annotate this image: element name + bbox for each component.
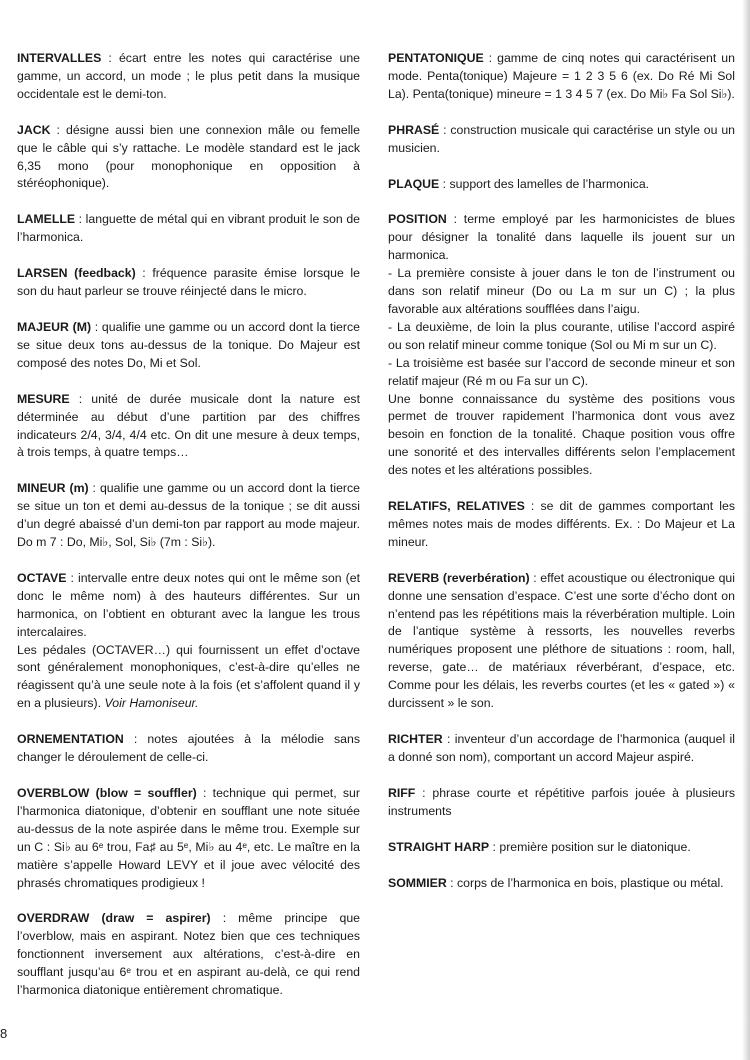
left-column (17, 50, 360, 1018)
glossary-entry (388, 731, 735, 767)
entry-term: STRAIGHT HARP (388, 839, 490, 854)
entry-text: : fréquence parasite émise lorsque le son du haut parleur se trouve réinjecté dans le micro. (17, 266, 360, 299)
entry-text: : terme employé par les harmonicistes de blues pour désigner la tonalité dans laquelle ils jouent sur un harmonica. (388, 212, 735, 263)
entry-text: : même principe que l’overblow, mais en aspirant. Notez bien que ces techniques fonctionnent inversement aux altérations, c’est-à-dire en soufflant jusqu’au 6ᵉ trou et en aspirant au-delà, ce qui rend l’harmonica diatonique entièrement chromatique. (17, 911, 361, 998)
entry-text: : notes ajoutées à la mélodie sans changer le déroulement de celle-ci. (17, 732, 360, 765)
glossary-entry (388, 211, 735, 480)
position-line: - La première consiste à jouer dans le ton de l’instrument ou dans son relatif mineur (Do ou La m sur un C) ; la plus favorable aux altérations soufflées dans l’aigu. (388, 266, 735, 316)
glossary-entry (388, 570, 735, 713)
glossary-entry (388, 785, 735, 821)
glossary-entry (17, 319, 360, 373)
position-line: - La deuxième, de loin la plus courante, utilise l’accord aspiré ou son relatif mineur comme tonique (Sol ou Mi m sur un C). (388, 319, 735, 352)
glossary-entry (17, 211, 360, 247)
entry-text: : intervalle entre deux notes qui ont le même son (et donc le même nom) à des hauteurs différentes. Sur un harmonica, on l’obtient en obturant avec la langue les trous intercalaires. (17, 570, 360, 639)
entry-term: MESURE (17, 391, 70, 406)
cross-reference: Voir Hamoniseur. (104, 696, 199, 711)
entry-term: INTERVALLES (17, 51, 102, 65)
entry-term: OVERDRAW (draw = aspirer) (17, 911, 211, 926)
entry-text: : corps de l’harmonica en bois, plastique ou métal. (446, 875, 724, 890)
entry-text: : languette de métal qui en vibrant produit le son de l’harmonica. (17, 212, 360, 245)
glossary-entry (17, 50, 360, 104)
entry-term: OCTAVE (17, 570, 67, 585)
entry-extra-text: Les pédales (OCTAVER…) qui fournissent un effet d’octave sont généralement monophoniques, c’est-à-dire qu’elles ne réagissent qu’à une seule note à la fois (et s’affolent quand il y en a plusieurs). (17, 642, 360, 711)
entry-term: POSITION (388, 212, 447, 227)
entry-text: : désigne aussi bien une connexion mâle ou femelle que le câble qui s’y rattache. Le modèle standard est le jack 6,35 mono (pour monophonique en opposition à stéréophonique). (17, 122, 360, 191)
page-edge-shadow (742, 0, 750, 1060)
glossary-entry (388, 498, 735, 552)
entry-term: PLAQUE (388, 176, 440, 191)
entry-term: MINEUR (m) (17, 481, 89, 496)
glossary-entry (388, 875, 735, 893)
glossary-entry (17, 265, 360, 301)
entry-text: : phrase courte et répétitive parfois jouée à plusieurs instruments (388, 785, 735, 818)
entry-term: RIFF (388, 785, 416, 800)
glossary-entry (388, 176, 735, 194)
glossary-entry (388, 50, 735, 104)
glossary-entry (17, 391, 360, 463)
glossary-entry (17, 122, 360, 194)
entry-text: : construction musicale qui caractérise un style ou un musicien. (388, 122, 735, 155)
entry-term: REVERB (reverbération) (388, 570, 530, 585)
right-column (388, 50, 735, 910)
glossary-entry (17, 785, 360, 892)
entry-text: : se dit de gammes comportant les mêmes notes mais de modes différents. Ex. : Do Majeur et La mineur. (388, 499, 735, 549)
entry-term: LARSEN (feedback) (17, 266, 136, 281)
entry-term: JACK (17, 122, 51, 137)
entry-text: : qualifie une gamme ou un accord dont la tierce se situe un ton et demi au-dessus de la tonique ; se dit aussi d’un degré abaissé d’un demi-ton par rapport au mode majeur. Do m 7 : Do, Mi♭, Sol, Si♭ (7m : Si♭). (17, 481, 360, 550)
entry-term: PHRASÉ (388, 122, 440, 137)
entry-text: : qualifie une gamme ou un accord dont la tierce se situe deux tons au-dessus de la tonique. Do Majeur est composé des notes Do, Mi et Sol. (17, 319, 360, 370)
entry-term: ORNEMENTATION (17, 732, 124, 747)
glossary-entry (17, 480, 360, 552)
entry-text: : gamme de cinq notes qui caractérisent un mode. Penta(tonique) Majeure = 1 2 3 5 6 (ex. Do Ré Mi Sol La). Penta(tonique) mineure = 1 3 4 5 7 (ex. Do Mi♭ Fa Sol Si♭). (388, 51, 735, 101)
glossary-entry (17, 570, 360, 713)
entry-text: : technique qui permet, sur l’harmonica diatonique, d’obtenir en soufflant une note située au-dessus de la note aspirée dans le même trou. Exemple sur un C : Si♭ au 6ᵉ trou, Fa♯ au 5ᵉ, Mi♭ au 4ᵉ, etc. Le maître en la matière s’appelle Howard LEVY et il joue avec vélocité des phrasés chromatiques prodigieux ! (17, 786, 360, 890)
entry-term: SOMMIER (388, 875, 447, 890)
page-number: 8 (0, 1026, 8, 1041)
position-line: Une bonne connaissance du système des positions vous permet de trouver rapidement l’harmonica dont vous avez besoin en fonction de la tonalité. Chaque position vous offre une sonorité et des intervalles différents selon l’emplacement des notes et les altérations possibles. (388, 391, 735, 478)
entry-text: : support des lamelles de l’harmonica. (439, 176, 650, 191)
glossary-entry (17, 731, 360, 767)
entry-text: : effet acoustique ou électronique qui donne une sensation d’espace. C’est une sorte d’écho dont on n’entend pas les répétitions mais la réverbération multiple. Loin de l’antique système à ressorts, les nouvelles reverbs numériques proposent une pléthore de situations : room, hall, reverse, gate… de matériaux réverbérant, d’espace, etc. Comme pour les délais, les reverbs courtes (et les « gated ») « durcissent » le son. (388, 570, 736, 711)
glossary-entry (388, 839, 735, 857)
entry-term: PENTATONIQUE (388, 51, 484, 65)
glossary-entry (388, 122, 735, 158)
entry-text: : écart entre les notes qui caractérise une gamme, un accord, un mode ; le plus petit dans la musique occidentale est le demi-ton. (17, 51, 360, 101)
entry-term: RELATIFS, RELATIVES (388, 499, 525, 514)
position-line: - La troisième est basée sur l’accord de seconde mineur et son relatif majeur (Ré m ou Fa sur un C). (388, 355, 735, 388)
entry-term: OVERBLOW (blow = souffler) (17, 786, 197, 800)
glossary-entry (17, 910, 360, 1000)
entry-text: : première position sur le diatonique. (489, 839, 691, 854)
entry-text: : unité de durée musicale dont la nature est déterminée au début d’une partition par des chiffres indicateurs 2/4, 3/4, 4/4 etc. On dit une mesure à deux temps, à trois temps, à quatre temps… (17, 391, 360, 460)
entry-term: LAMELLE (17, 212, 76, 227)
entry-term: RICHTER (388, 732, 443, 746)
entry-term: MAJEUR (M) (17, 319, 92, 334)
entry-text: : inventeur d’un accordage de l’harmonica (auquel il a donné son nom), comportant un accord Majeur aspiré. (388, 732, 735, 764)
